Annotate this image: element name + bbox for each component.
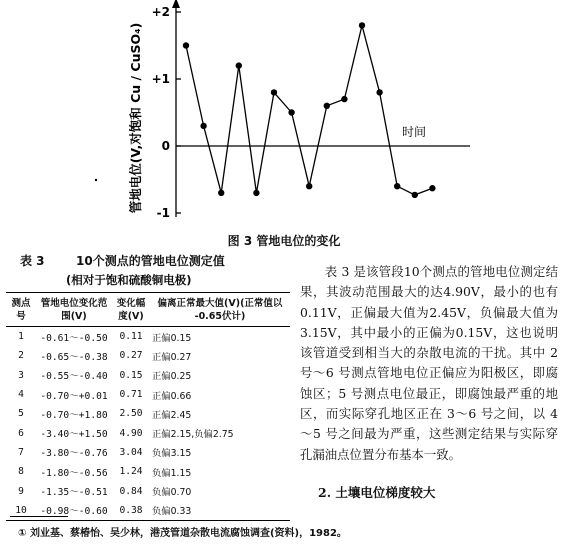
cell-point: 6 [18, 427, 24, 439]
cell-range: -1.80～-0.56 [40, 467, 108, 479]
data-point [324, 103, 330, 109]
y-tick-label: 0 [161, 139, 170, 153]
cell-amplitude: 3.04 [119, 446, 143, 458]
cell-amplitude: 0.71 [119, 389, 143, 401]
table-row [6, 385, 290, 404]
col-header-range: 管地电位变化范围(V) [36, 293, 112, 327]
footnote-divider [10, 516, 68, 517]
cell-deviation: 负偏0.33 [150, 501, 290, 521]
cell-amplitude: 4.90 [119, 427, 143, 439]
cell-range: -0.70～+0.01 [40, 390, 108, 402]
data-point [183, 42, 189, 48]
y-tick-label: -1 [156, 206, 170, 220]
table-row [6, 327, 290, 347]
data-point [236, 62, 242, 68]
cell-amplitude: 0.38 [112, 501, 150, 521]
table-number: 表 3 [20, 254, 45, 268]
cell-amplitude: 0.15 [119, 369, 143, 381]
table-title-text: 10个测点的管地电位测定值 [76, 254, 225, 268]
cell-amplitude: 0.84 [119, 485, 143, 497]
cell-range: -0.98～-0.60 [36, 501, 112, 521]
table-row [6, 481, 290, 500]
data-point [200, 123, 206, 129]
stray-mark [95, 179, 97, 181]
figure-caption: 图 3 管地电位的变化 [227, 234, 341, 248]
table-row [6, 501, 290, 521]
data-point [412, 192, 418, 198]
potential-line-chart [0, 0, 568, 232]
table-row [6, 462, 290, 481]
y-tick-label: +2 [151, 5, 170, 19]
data-point [429, 185, 435, 191]
chart-x-axis-label: 时间 [402, 125, 427, 139]
data-point [306, 183, 312, 189]
data-point [341, 96, 347, 102]
cell-range: -1.35～-0.51 [40, 487, 108, 499]
table-row [6, 443, 290, 462]
chart-axes [95, 0, 470, 217]
data-point [253, 190, 259, 196]
table-row [6, 346, 290, 365]
table-header-row [6, 293, 290, 327]
footnote: ① 刘业基、蔡椿怡、吴少林，港茂管道杂散电流腐蚀调查(资料)，1982。 [18, 528, 347, 539]
data-point [394, 183, 400, 189]
chart-series [183, 22, 436, 198]
cell-deviation: 正偏2.45 [152, 409, 192, 421]
table-row [6, 366, 290, 385]
cell-amplitude: 0.27 [119, 350, 143, 362]
data-point [271, 89, 277, 95]
cell-range: -0.65～-0.38 [40, 351, 108, 363]
potential-table [6, 292, 290, 521]
table-subtitle: (相对于饱和硫酸铜电极) [66, 273, 192, 287]
cell-deviation: 正偏0.25 [152, 371, 192, 383]
series-line [186, 25, 432, 195]
cell-deviation: 负偏0.70 [152, 487, 192, 499]
cell-range: -0.55～-0.40 [40, 371, 108, 383]
data-point [288, 109, 294, 115]
cell-deviation: 正偏0.15 [152, 332, 192, 344]
y-axis-arrow [172, 0, 180, 8]
cell-deviation: 正偏0.27 [152, 351, 192, 363]
cell-deviation: 正偏0.66 [152, 390, 192, 402]
cell-deviation: 负偏1.15 [152, 467, 192, 479]
body-paragraph: 表 3 是该管段10个测点的管地电位测定结果，其波动范围最大的达4.90V，最小的也有0.11V，正偏最大值为2.45V，负偏最大值为3.15V，其中最小的正偏为0.15V，这也说明该管道受到相当大的杂散电流的干扰。其中 2 号～6 号测点管地电位正偏应为阳极区，即腐蚀区；5 号测点电位最正，即腐蚀最严重的地区，而实际穿孔地区正在 3～6 号之间，以 4～5 号之间最为严重，这些测定结果与实际穿孔漏油点位置分布基本一致。 [300, 264, 558, 462]
col-header-point: 测点号 [6, 293, 36, 327]
cell-point: 7 [18, 446, 24, 458]
cell-point: 4 [18, 389, 24, 401]
cell-range: -0.61～-0.50 [40, 332, 108, 344]
data-point [218, 190, 224, 196]
table-body [6, 327, 290, 521]
cell-point: 3 [18, 369, 24, 381]
cell-point: 5 [18, 408, 24, 420]
cell-amplitude: 0.11 [119, 331, 143, 343]
cell-range: -3.40～+1.50 [40, 429, 108, 441]
y-tick-label: +1 [151, 72, 170, 86]
col-header-deviation: 偏离正常最大值(V)(正常值以 -0.65伏计) [150, 293, 290, 327]
chart-y-axis-label: 管地电位(V,对饱和 Cu / CuSO₄) [128, 22, 143, 214]
cell-deviation: 负偏3.15 [152, 448, 192, 460]
cell-point: 8 [18, 466, 24, 478]
cell-range: -0.70～+1.80 [40, 409, 108, 421]
body-text [300, 262, 558, 465]
cell-point: 1 [18, 331, 24, 343]
cell-point: 2 [18, 350, 24, 362]
section-heading: 2. 土壤电位梯度较大 [318, 485, 436, 500]
cell-range: -3.80～-0.76 [40, 448, 108, 460]
table-row [6, 423, 290, 442]
table-row [6, 404, 290, 423]
cell-point: 10 [6, 501, 36, 521]
cell-deviation: 正偏2.15,负偏2.75 [152, 429, 234, 441]
col-header-amplitude: 变化幅度(V) [112, 293, 150, 327]
data-point [376, 89, 382, 95]
cell-amplitude: 1.24 [119, 466, 143, 478]
data-point [359, 22, 365, 28]
cell-amplitude: 2.50 [119, 408, 143, 420]
cell-point: 9 [18, 485, 24, 497]
